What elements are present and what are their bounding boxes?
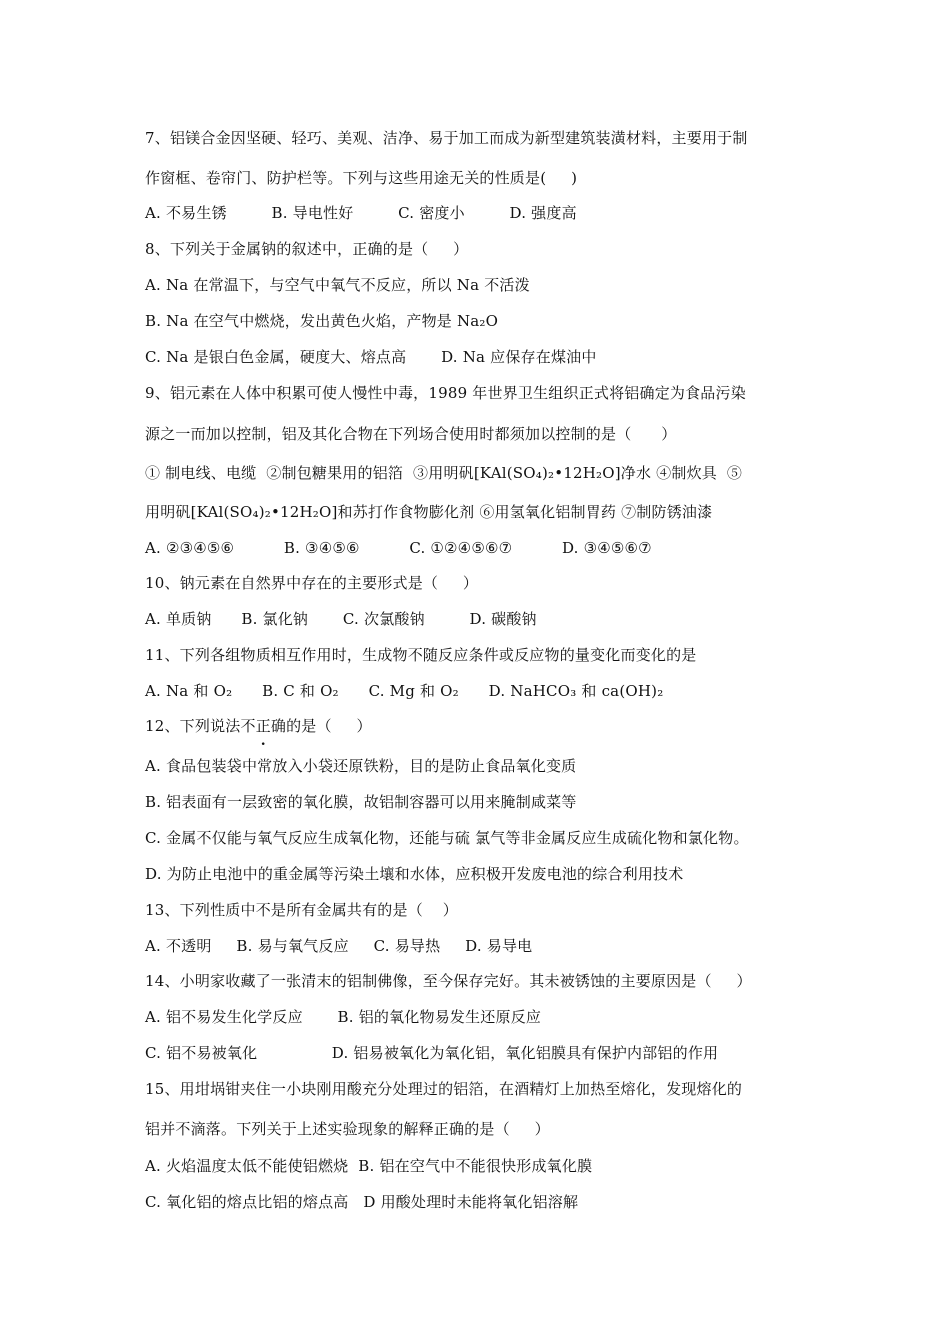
q9-stem-line1: 9、铝元素在人体中积累可使人慢性中毒，1989 年世界卫生组织正式将铝确定为食品污染 bbox=[145, 384, 746, 402]
q10-stem: 10、钠元素在自然界中存在的主要形式是（ ） bbox=[145, 574, 479, 592]
q12-option-c: C. 金属不仅能与氧气反应生成氧化物，还能与硫 氯气等非金属反应生成硫化物和氯化物。 bbox=[145, 829, 749, 847]
q12-stem-before: 12、下列说法 bbox=[145, 717, 241, 735]
q7-stem-line1: 7、铝镁合金因坚硬、轻巧、美观、洁净、易于加工而成为新型建筑装潢材料，主要用于制 bbox=[145, 129, 748, 147]
q14-options-ab: A. 铝不易发生化学反应 B. 铝的氧化物易发生还原反应 bbox=[145, 1008, 542, 1026]
q12-stem-after: 的是（ ） bbox=[286, 717, 372, 735]
q15-options-ab: A. 火焰温度太低不能使铝燃烧 B. 铝在空气中不能很快形成氧化膜 bbox=[145, 1157, 593, 1175]
q14-stem: 14、小明家收藏了一张清末的铝制佛像，至今保存完好。其未被锈蚀的主要原因是（ ） bbox=[145, 972, 752, 990]
q12-stem bbox=[145, 716, 890, 736]
q14-options-cd: C. 铝不易被氧化 D. 铝易被氧化为氧化铝，氧化铝膜具有保护内部铝的作用 bbox=[145, 1044, 719, 1062]
q8-option-a: A. Na 在常温下，与空气中氧气不反应，所以 Na 不活泼 bbox=[145, 276, 530, 294]
q12-stem-emphasis: 不正确 bbox=[240, 717, 287, 735]
q9-items-line1: ① 制电线、电缆 ②制包糖果用的铝箔 ③用明矾[KAl(SO₄)₂•12H₂O]净水 ④制炊具 ⑤ bbox=[145, 464, 743, 482]
q12-option-b: B. 铝表面有一层致密的氧化膜，故铝制容器可以用来腌制咸菜等 bbox=[145, 793, 577, 811]
q7-stem-line2: 作窗框、卷帘门、防护栏等。下列与这些用途无关的性质是( ) bbox=[145, 169, 578, 187]
q12-option-a: A. 食品包装袋中常放入小袋还原铁粉，目的是防止食品氧化变质 bbox=[145, 757, 577, 775]
q15-stem-line1: 15、用坩埚钳夹住一小块刚用酸充分处理过的铝箔，在酒精灯上加热至熔化，发现熔化的 bbox=[145, 1080, 743, 1098]
q10-options: A. 单质钠 B. 氯化钠 C. 次氯酸钠 D. 碳酸钠 bbox=[145, 610, 537, 628]
q15-options-cd: C. 氧化铝的熔点比铝的熔点高 D 用酸处理时未能将氧化铝溶解 bbox=[145, 1193, 579, 1211]
q9-items-line2: 用明矾[KAl(SO₄)₂•12H₂O]和苏打作食物膨化剂 ⑥用氢氧化铝制胃药 ⑦制防锈油漆 bbox=[145, 503, 713, 521]
q15-stem-line2: 铝并不滴落。下列关于上述实验现象的解释正确的是（ ） bbox=[145, 1120, 550, 1138]
q11-stem: 11、下列各组物质相互作用时，生成物不随反应条件或反应物的量变化而变化的是 bbox=[145, 646, 697, 664]
q9-options: A. ②③④⑤⑥ B. ③④⑤⑥ C. ①②④⑤⑥⑦ D. ③④⑤⑥⑦ bbox=[145, 539, 652, 557]
q8-stem: 8、下列关于金属钠的叙述中，正确的是（ ） bbox=[145, 240, 469, 258]
q8-options-cd: C. Na 是银白色金属，硬度大、熔点高 D. Na 应保存在煤油中 bbox=[145, 348, 597, 366]
q12-option-d: D. 为防止电池中的重金属等污染土壤和水体，应积极开发废电池的综合利用技术 bbox=[145, 865, 684, 883]
q13-options: A. 不透明 B. 易与氧气反应 C. 易导热 D. 易导电 bbox=[145, 937, 533, 955]
q8-option-b: B. Na 在空气中燃烧，发出黄色火焰，产物是 Na₂O bbox=[145, 312, 499, 330]
q11-options: A. Na 和 O₂ B. C 和 O₂ C. Mg 和 O₂ D. NaHCO₃ 和 ca(OH)₂ bbox=[145, 682, 664, 700]
q9-stem-line2: 源之一而加以控制，铝及其化合物在下列场合使用时都须加以控制的是（ ） bbox=[145, 425, 677, 443]
q13-stem: 13、下列性质中不是所有金属共有的是（ ） bbox=[145, 901, 458, 919]
q7-options: A. 不易生锈 B. 导电性好 C. 密度小 D. 强度高 bbox=[145, 204, 577, 222]
